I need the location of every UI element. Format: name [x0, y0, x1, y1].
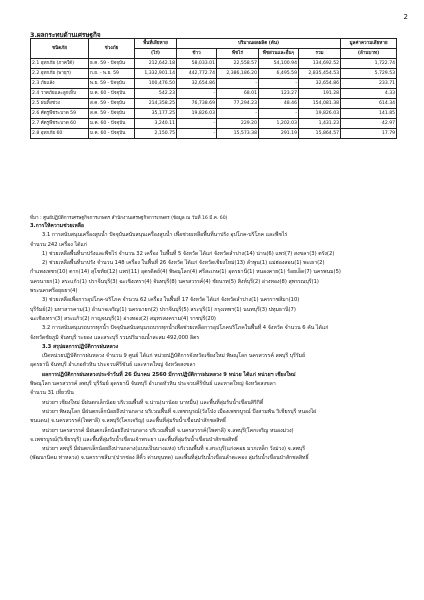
paragraph-line: 3.2 การสนับสนุนรถบรรทุกน้ำ ปัจจุบันสนับสนุนรถบรรทุกน้ำเพื่อช่วยเหลือการอุปโภคบริโภคในพื้นที่ 4 จังหวัด จำนวน 6 คัน ได้แก่: [42, 325, 329, 332]
table-cell: 2.7 ศัตรูพืชระบาด 60: [31, 119, 89, 129]
paragraph-line: หน่วยฯ พิษณุโลก มีฝนตกเล็กน้อยถึงปานกลาง บริเวณพื้นที่ จ.เพชรบูรณ์(วังโป่ง เมืองเพชรบูรณ์ บึงสามพัน วิเชียรบุรี หนองไผ่: [42, 408, 317, 415]
paragraph-line: จ.เพชรบูรณ์(วิเชียรบุรี) และพื้นที่ลุ่มรับน้ำเขื่อนเจ้าพระยา และพื้นที่ลุ่มรับน้ำเขื่อนป่าสักชลสิทธิ์: [30, 436, 238, 443]
table-cell: 48.46: [259, 99, 299, 109]
table-cell: 6,495.59: [259, 69, 299, 79]
col-value: มูลค่าความเสียหาย: [341, 39, 397, 49]
table-cell: 58,033.01: [177, 59, 217, 69]
paragraph-line: อุดรธานี จันทบุรี อำเภอหัวหิน ประจวบคีรีขันธ์ และหาดใหญ่ จังหวัดสงขลา: [30, 362, 196, 369]
col-area-unit: (ไร่): [135, 49, 177, 59]
table-cell: 2,835,454.53: [299, 69, 341, 79]
col-total: รวม: [299, 49, 341, 59]
paragraph-line: หน่วยฯ ลพบุรี มีฝนตกเล็กน้อยถึงปานกลาง(แบบเป็นบางแห่ง) บริเวณพื้นที่ จ.สระบุรี(แก่งคอย มวกเหล็ก วังม่วง) จ.ลพบุรี: [42, 446, 305, 453]
table-cell: 22,558.57: [217, 59, 259, 69]
paragraph-line: 3.การให้ความช่วยเหลือ: [30, 223, 85, 229]
table-cell: 42.97: [341, 119, 397, 129]
table-cell: 2.6 ศัตรูพืชระบาด 59: [31, 109, 89, 119]
table-cell: -: [259, 109, 299, 119]
table-cell: 2.3 ภัยแล้ง: [31, 79, 89, 89]
table-row: [31, 119, 397, 129]
paragraph-line: นครนายก(1) สระแก้ว(1) ปราจีนบุรี(3) ฉะเชิงเทรา(4) จันทบุรี(8) นครสวรรค์(4) ชัยนาท(5) สิงห์บุรี(2) อ่างทอง(8) สุพรรณบุรี(1): [30, 278, 319, 285]
table-cell: 2,386,186.20: [217, 69, 259, 79]
table-cell: 2,150.75: [135, 129, 177, 139]
paragraph-line: หน่วยฯ นครสวรรค์ มีฝนตกเล็กน้อยถึงปานกลาง บริเวณพื้นที่ จ.นครสวรรค์(ไพศาลี) จ.ลพบุรี(โคกเจริญ หนองม่วง): [42, 427, 294, 434]
table-row: [31, 109, 397, 119]
table-cell: ส.ค. 59 - ปัจจุบัน: [89, 99, 135, 109]
table-cell: 32,654.86: [177, 79, 217, 89]
paragraph-line: 3.3 สรุปผลการปฏิบัติการฝนหลวง: [42, 343, 119, 350]
paragraph-line: 2) ช่วยเหลือพื้นที่นาปรัง จำนวน 148 เครื่อง ในพื้นที่ 26 จังหวัด ได้แก่ จังหวัดเชียงใหม่(13) ลำพูน(1) แม่ฮ่องสอน(1) พะเยา(2): [42, 260, 325, 267]
table-row: [31, 59, 397, 69]
table-cell: 35,177.25: [135, 109, 177, 119]
table-cell: 17.79: [341, 129, 397, 139]
paragraph-line: เปิดหน่วยปฏิบัติการฝนหลวง จำนวน 9 ศูนย์ ได้แก่ หน่วยปฏิบัติการจังหวัดเชียงใหม่ พิษณุโลก นครสวรรค์ ลพบุรี บุรีรัมย์: [42, 353, 306, 360]
table-source: ที่มา : ศูนย์ปฏิบัติการเศรษฐกิจการเกษตร สำนักงานเศรษฐกิจการเกษตร (ข้อมูล ณ วันที่ 16 มี.ค. 60): [30, 216, 228, 221]
table-cell: 3,240.11: [135, 119, 177, 129]
damage-table: [30, 38, 397, 139]
table-cell: 19,826.03: [177, 109, 217, 119]
table-cell: 212,642.18: [135, 59, 177, 69]
table-cell: -: [177, 119, 217, 129]
table-cell: 5,729.53: [341, 69, 397, 79]
table-cell: พ.ย. 59 - ปัจจุบัน: [89, 79, 135, 89]
table-cell: ส.ค. 59 - ปัจจุบัน: [89, 109, 135, 119]
col-period: ช่วงภัย: [89, 39, 135, 59]
table-cell: 76,738.69: [177, 99, 217, 109]
table-cell: 68.01: [217, 89, 259, 99]
table-cell: 15,864.57: [299, 129, 341, 139]
table-row: [31, 79, 397, 89]
table-cell: 4.33: [341, 89, 397, 99]
table-cell: 2.2 อุทกภัย (พายุฯ): [31, 69, 89, 79]
table-cell: 1,431.23: [299, 119, 341, 129]
table-cell: -: [177, 89, 217, 99]
col-rice: ข้าว: [177, 49, 217, 59]
table-cell: 233.71: [341, 79, 397, 89]
paragraph-line: (พัฒนานิคม ท่าหลวง) จ.นครราชสีมา(ปากช่อง สีคิ้ว ด่านขุนทด) และพื้นที่ลุ่มรับน้ำเขื่อนลำตะคอง ลุ่มรับน้ำเขื่อนป่าสักชลสิทธิ์: [30, 455, 309, 462]
table-cell: 614.34: [341, 99, 397, 109]
paragraph-line: ผลการปฏิบัติการฝนหลวงประจำวันที่ 26 มีนาคม 2560 มีการปฏิบัติการฝนหลวง 9 หน่วย ได้แก่ หน่วยฯ เชียงใหม่: [42, 371, 296, 378]
paragraph-line: กำแพงเพชร(10) ตาก(14) สุโขทัย(12) แพร่(11) อุตรดิตถ์(4) พิษณุโลก(4) ศรีสะเกษ(1) อุดรธานี(1) หนองคาย(1) ร้อยเอ็ด(7) นครพนม(5): [30, 269, 341, 276]
table-cell: 442,772.74: [177, 69, 217, 79]
table-cell: ก.ย. - พ.ย. 59: [89, 69, 135, 79]
table-cell: 229.20: [217, 119, 259, 129]
col-field-crops: พืชไร่: [217, 49, 259, 59]
paragraph-line: 3.1 การสนับสนุนเครื่องสูบน้ำ ปัจจุบันสนับสนุนเครื่องสูบน้ำ เพื่อช่วยเหลือพื้นที่นาปรัง อุปโภค-บริโภค และพืชไร่: [42, 232, 288, 239]
table-cell: 54,100.94: [259, 59, 299, 69]
table-cell: 141.85: [341, 109, 397, 119]
table-cell: -: [259, 79, 299, 89]
table-row: [31, 99, 397, 109]
table-cell: 154,081.38: [299, 99, 341, 109]
paragraph-line: 1) ช่วยเหลือพื้นที่นาปรังและพืชไร่ จำนวน 32 เครื่อง ในพื้นที่ 5 จังหวัด ได้แก่ จังหวัดลำปาง(14) น่าน(6) แพร่(7) สงขลา(3) ตรัง(2): [42, 250, 335, 257]
table-cell: ม.ค. 60 - ปัจจุบัน: [89, 119, 135, 129]
col-value-unit: (ล้านบาท): [341, 49, 397, 59]
paragraph-line: 3) ช่วยเหลือเพื่อการอุปโภค-บริโภค จำนวน 62 เครื่อง ในพื้นที่ 17 จังหวัด ได้แก่ จังหวัดลำปาง(1) นครราชสีมา(10): [42, 297, 300, 304]
table-cell: -: [217, 79, 259, 89]
table-cell: -: [217, 109, 259, 119]
table-cell: 291.19: [259, 129, 299, 139]
table-cell: 19,826.03: [299, 109, 341, 119]
col-hazard-type: ชนิดภัย: [31, 39, 89, 59]
col-area: พื้นที่เสียหาย: [135, 39, 177, 49]
paragraph-line: จังหวัดชัยภูมิ จันทบุรี ระยอง และสระบุรี รวมปริมาณน้ำสะสม 492,000 ลิตร: [30, 334, 200, 341]
paragraph-line: ฉะเชิงเทรา(3) สระแก้ว(2) กาญจนบุรี(1) อ่างทอง(2) สมุทรสงคราม(4) ราชบุรี(20): [30, 315, 216, 322]
table-row: [31, 129, 397, 139]
table-cell: 134,692.52: [299, 59, 341, 69]
table-cell: 191.28: [299, 89, 341, 99]
table-row: [31, 69, 397, 79]
page-number: 2: [403, 13, 408, 21]
table-cell: -: [177, 129, 217, 139]
table-cell: 100,476.50: [135, 79, 177, 89]
table-row: [31, 89, 397, 99]
table-cell: 2.4 วาตภัยและลูกเห็บ: [31, 89, 89, 99]
table-cell: 123.27: [259, 89, 299, 99]
table-cell: ม.ค. 60 - ปัจจุบัน: [89, 129, 135, 139]
table-cell: 77,294.23: [217, 99, 259, 109]
table-cell: 32,654.86: [299, 79, 341, 89]
table-cell: 1,722.74: [341, 59, 397, 69]
section-title: 3.ผลกระทบด้านเศรษฐกิจ: [30, 31, 101, 39]
table-cell: ม.ค. 60 - ปัจจุบัน: [89, 89, 135, 99]
table-cell: 2.8 อุทกภัย 60: [31, 129, 89, 139]
table-cell: 214,358.25: [135, 99, 177, 109]
table-cell: 2.5 ฝนทิ้งช่วง: [31, 99, 89, 109]
body-text: [30, 222, 396, 464]
paragraph-line: พระนครศรีอยุธยา(4): [30, 288, 78, 295]
paragraph-line: จำนวน 31 เที่ยวบิน: [30, 390, 74, 397]
paragraph-line: บุรีรัมย์(2) มหาสารคาม(1) อำนาจเจริญ(1) นครนายก(2) ปราจีนบุรี(5) สระบุรี(1) กรุงเทพฯ(1) นนทบุรี(3) ปทุมธานี(7): [30, 306, 296, 313]
table-cell: 15,573.38: [217, 129, 259, 139]
paragraph-line: จำนวน 242 เครื่อง ได้แก่: [30, 241, 87, 248]
col-horticulture: พืชสวนและอื่นๆ: [259, 49, 299, 59]
paragraph-line: หน่วยฯ เชียงใหม่ มีฝนตกเล็กน้อย บริเวณพื้นที่ จ.น่าน(นาน้อย นาหมื่น) และพื้นที่ลุ่มรับน้ำเขื่อนสิริกิติ์: [42, 399, 264, 406]
table-cell: 1,202.03: [259, 119, 299, 129]
col-output: ปริมาณผลผลิต (ตัน): [177, 39, 341, 49]
table-cell: 542.23: [135, 89, 177, 99]
table-cell: 2.1 อุทกภัย (ภาคใต้): [31, 59, 89, 69]
table-cell: ธ.ค. 59 - ปัจจุบัน: [89, 59, 135, 69]
paragraph-line: ชนแดน) จ.นครสวรรค์(ไพศาลี) จ.ลพบุรี(โคกเจริญ) และพื้นที่ลุ่มรับน้ำเขื่อนป่าสักชลสิทธิ์: [30, 418, 226, 425]
table-cell: 1,332,901.14: [135, 69, 177, 79]
paragraph-line: พิษณุโลก นครสวรรค์ ลพบุรี บุรีรัมย์ อุดรธานี จันทบุรี อำเภอหัวหิน ประจวบคีรีขันธ์ และหาดใหญ่ จังหวัดสงขลา: [30, 381, 276, 388]
